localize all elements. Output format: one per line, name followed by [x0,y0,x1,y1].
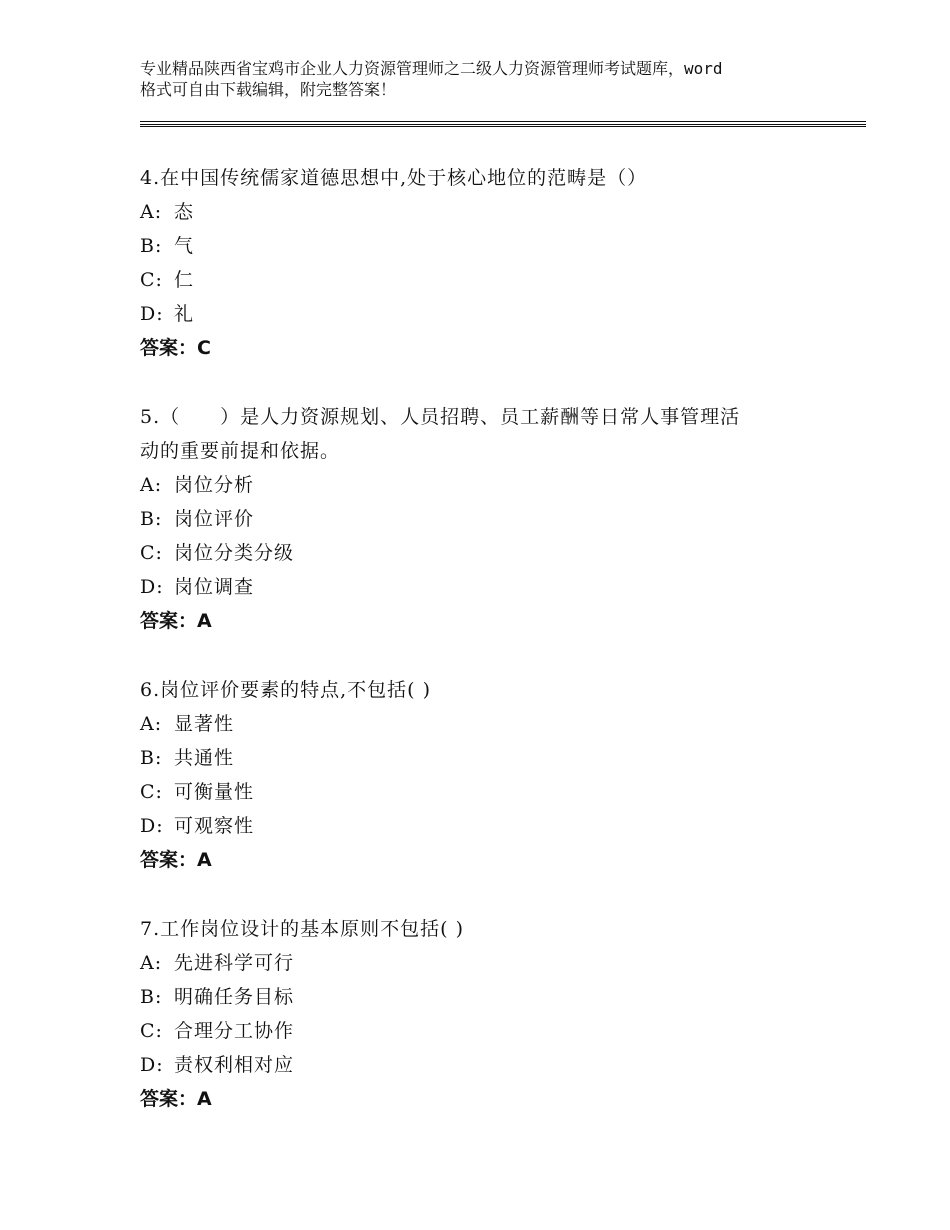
question-block [140,400,820,638]
option-key: B: [140,235,163,257]
option-a [140,707,820,741]
option-text: 礼 [174,303,195,325]
header-divider [140,121,866,122]
option-key: D: [140,1054,164,1076]
option-key: C: [140,781,163,803]
header-line-1: 专业精品陕西省宝鸡市企业人力资源管理师之二级人力资源管理师考试题库，word [140,59,723,78]
option-b [140,229,820,263]
answer: 答案：A [140,610,212,632]
question-block [140,912,820,1116]
question-stem: 7.工作岗位设计的基本原则不包括( ) [140,918,464,940]
option-key: A: [140,201,163,223]
option-d [140,570,820,604]
option-key: D: [140,303,164,325]
header-divider [140,124,866,125]
option-b [140,741,820,775]
option-d [140,809,820,843]
option-key: B: [140,986,163,1008]
option-b [140,502,820,536]
option-c [140,263,820,297]
option-b [140,980,820,1014]
option-key: A: [140,713,163,735]
option-text: 岗位评价 [174,508,255,530]
option-text: 气 [174,235,195,257]
question-stem: 6.岗位评价要素的特点,不包括( ) [140,679,432,701]
option-text: 共通性 [174,747,235,769]
option-c [140,536,820,570]
option-text: 岗位分析 [174,474,255,496]
question-block [140,673,820,877]
option-text: 仁 [174,269,195,291]
option-key: C: [140,1020,163,1042]
option-text: 明确任务目标 [174,986,295,1008]
option-text: 可观察性 [174,815,255,837]
option-key: C: [140,269,163,291]
option-text: 可衡量性 [174,781,255,803]
option-c [140,1014,820,1048]
option-text: 合理分工协作 [174,1020,295,1042]
option-text: 显著性 [174,713,235,735]
answer: 答案：A [140,849,212,871]
option-d [140,297,820,331]
answer: 答案：A [140,1088,212,1110]
option-key: A: [140,474,163,496]
option-a [140,195,820,229]
option-key: D: [140,576,164,598]
option-text: 岗位调查 [174,576,255,598]
header-divider [140,126,866,127]
answer: 答案：C [140,337,211,359]
option-text: 责权利相对应 [174,1054,295,1076]
question-stem: 动的重要前提和依据。 [140,440,341,462]
option-text: 态 [174,201,195,223]
option-text: 先进科学可行 [174,952,295,974]
header-line-2: 格式可自由下载编辑，附完整答案！ [140,80,397,99]
option-text: 岗位分类分级 [174,542,295,564]
question-stem: 4.在中国传统儒家道德思想中,处于核心地位的范畴是（） [140,167,648,189]
option-key: B: [140,747,163,769]
option-key: A: [140,952,163,974]
option-key: D: [140,815,164,837]
question-block [140,161,820,365]
option-d [140,1048,820,1082]
question-stem: 5.（ ）是人力资源规划、人员招聘、员工薪酬等日常人事管理活 [140,406,741,428]
option-key: C: [140,542,163,564]
option-a [140,468,820,502]
option-a [140,946,820,980]
option-c [140,775,820,809]
option-key: B: [140,508,163,530]
document-header [140,58,840,100]
